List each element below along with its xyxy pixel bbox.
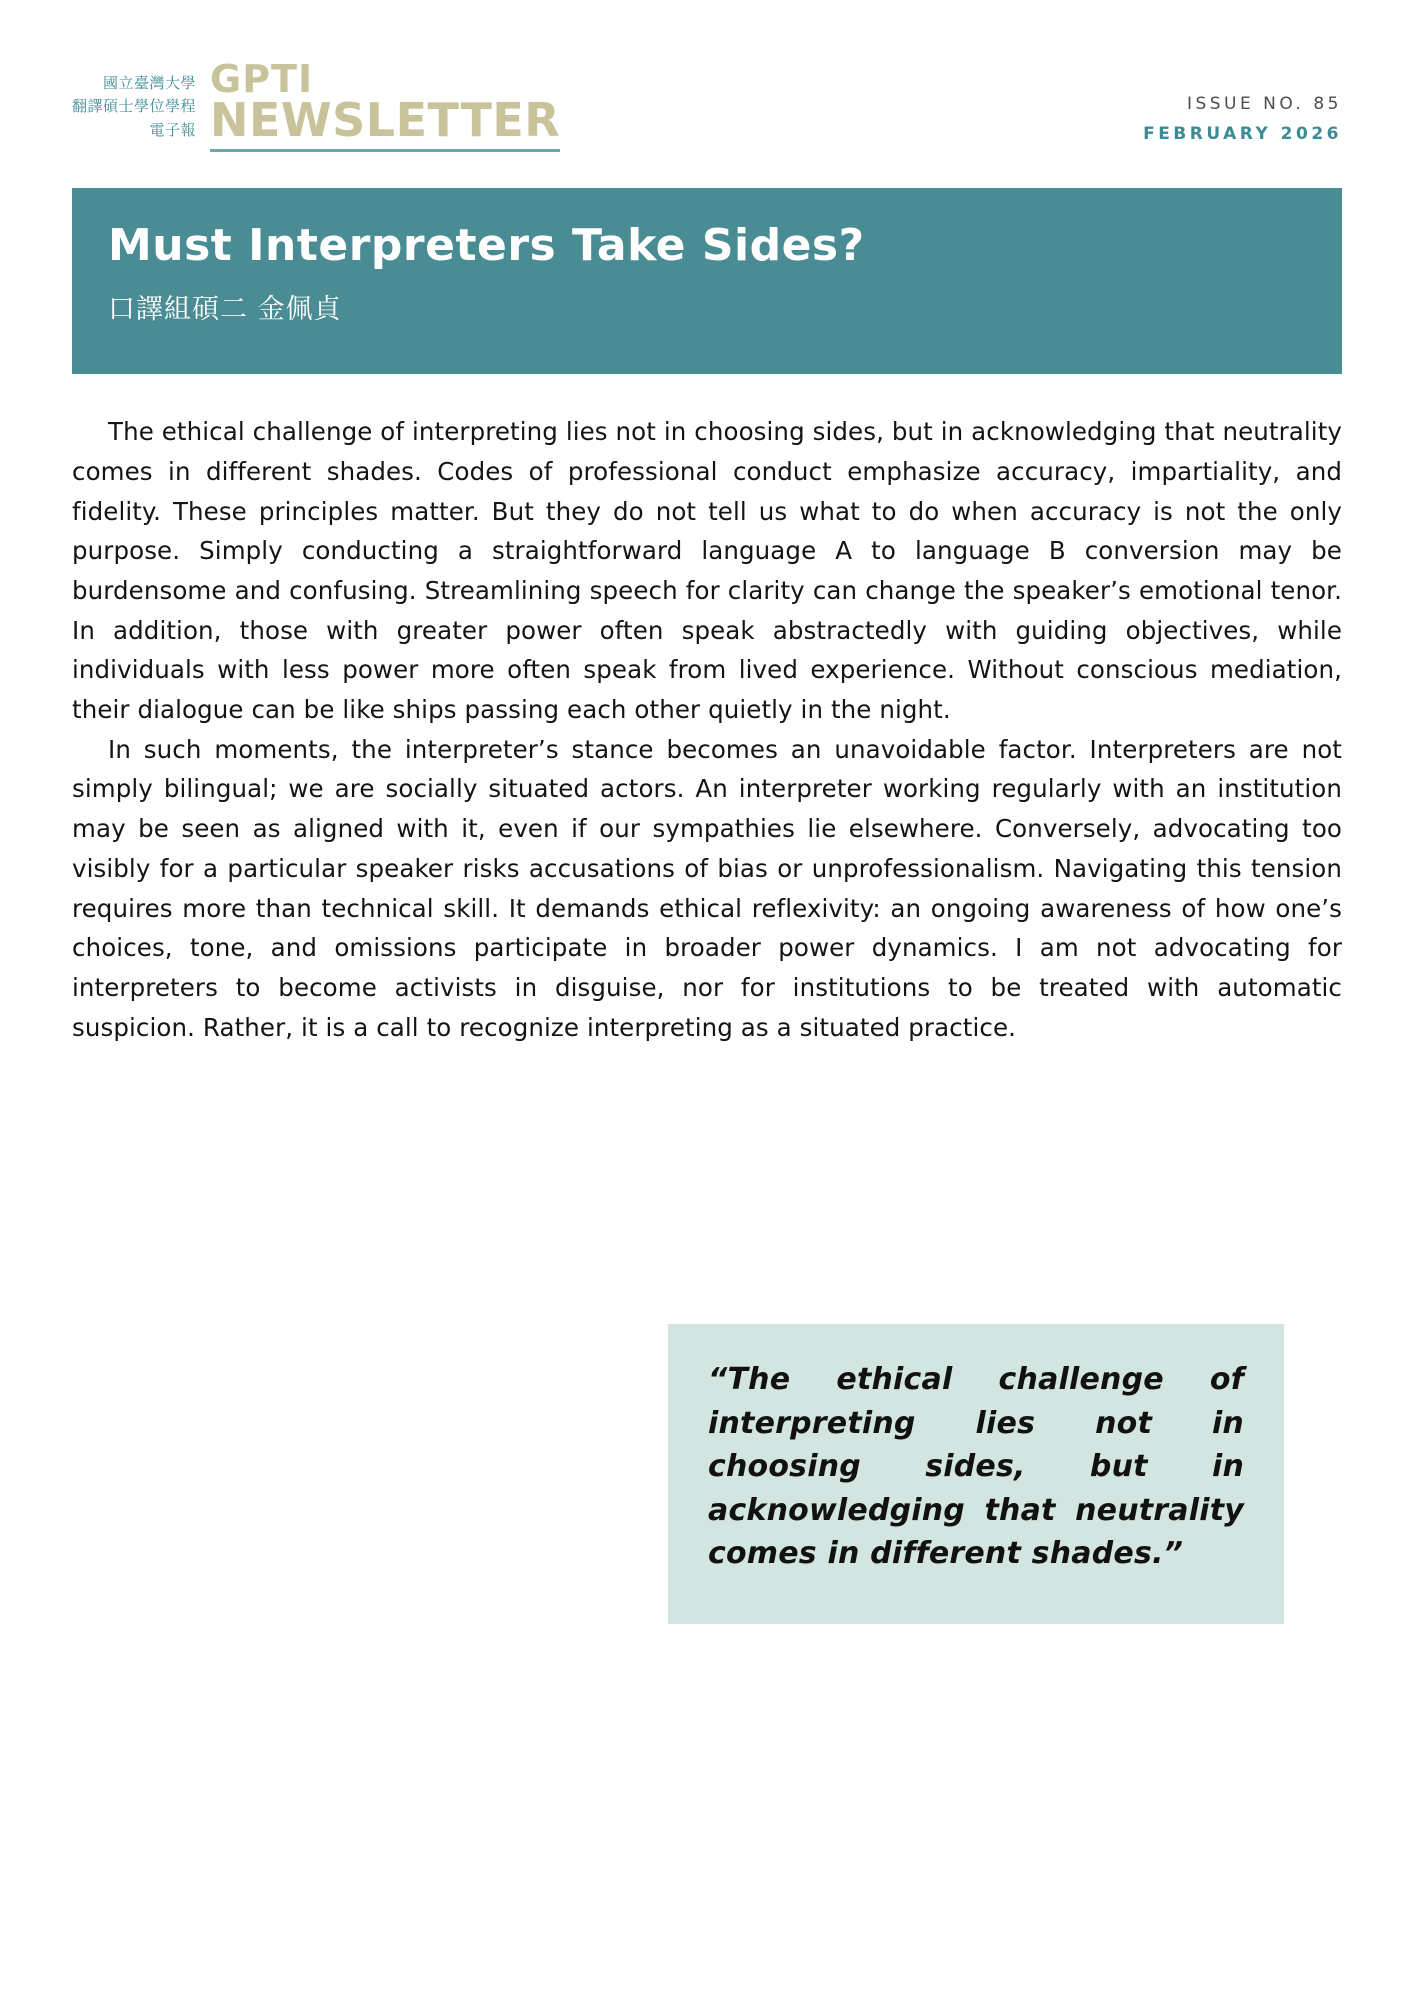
pull-quote-box xyxy=(668,1324,1284,1624)
article-title-banner xyxy=(72,188,1342,374)
issue-number: ISSUE NO. 85 xyxy=(1186,94,1342,114)
brand-newsletter-text: NEWSLETTER xyxy=(210,92,561,147)
brand-gpti-text: GPTI xyxy=(210,57,314,101)
brand-chinese-name xyxy=(72,62,196,142)
page-title: Must Interpreters Take Sides? xyxy=(108,220,865,272)
pull-quote-text: “The ethical challenge of interpreting lies not in choosing sides, but in acknowledging that neutrality comes in different shades.” xyxy=(708,1362,1244,1571)
article-author: 口譯組碩二 金佩貞 xyxy=(108,293,342,325)
issue-info xyxy=(1143,62,1342,144)
brand-english-name xyxy=(210,57,561,152)
article-body xyxy=(72,412,1342,1047)
brand-cn-line-2: 翻譯碩士學位學程 xyxy=(72,97,197,116)
issue-date: FEBRUARY 2026 xyxy=(1143,124,1342,144)
brand-underline-rule xyxy=(210,149,560,152)
article-paragraph-1: The ethical challenge of interpreting lies not in choosing sides, but in acknowledging that neutrality comes in different shades. Codes of professional conduct emphasize accuracy, impartiality, and fidelity. These principles matter. But they do not tell us what to do when accuracy is not the only purpose. Simply conducting a straightforward language A to language B conversion may be burdensome and confusing. Streamlining speech for clarity can change the speaker’s emotional tenor. In addition, those with greater power often speak abstractedly with guiding objectives, while individuals with less power more often speak from lived experience. Without conscious mediation, their dialogue can be like ships passing each other quietly in the night. xyxy=(72,417,1343,725)
brand-cn-line-3: 電子報 xyxy=(149,120,197,139)
brand-lockup xyxy=(72,57,561,152)
masthead xyxy=(0,0,1414,152)
brand-cn-line-1: 國立臺灣大學 xyxy=(103,74,197,92)
article-paragraph-2: In such moments, the interpreter’s stance becomes an unavoidable factor. Interpreters are not simply bilingual; we are socially situated actors. An interpreter working regularly with an institution may be seen as aligned with it, even if our sympathies lie elsewhere. Conversely, advocating too visibly for a particular speaker risks accusations of bias or unprofessionalism. Navigating this tension requires more than technical skill. It demands ethical reflexivity: an ongoing awareness of how one’s choices, tone, and omissions participate in broader power dynamics. I am not advocating for interpreters to become activists in disguise, nor for institutions to be treated with automatic suspicion. Rather, it is a call to recognize interpreting as a situated practice. xyxy=(72,734,1342,1042)
